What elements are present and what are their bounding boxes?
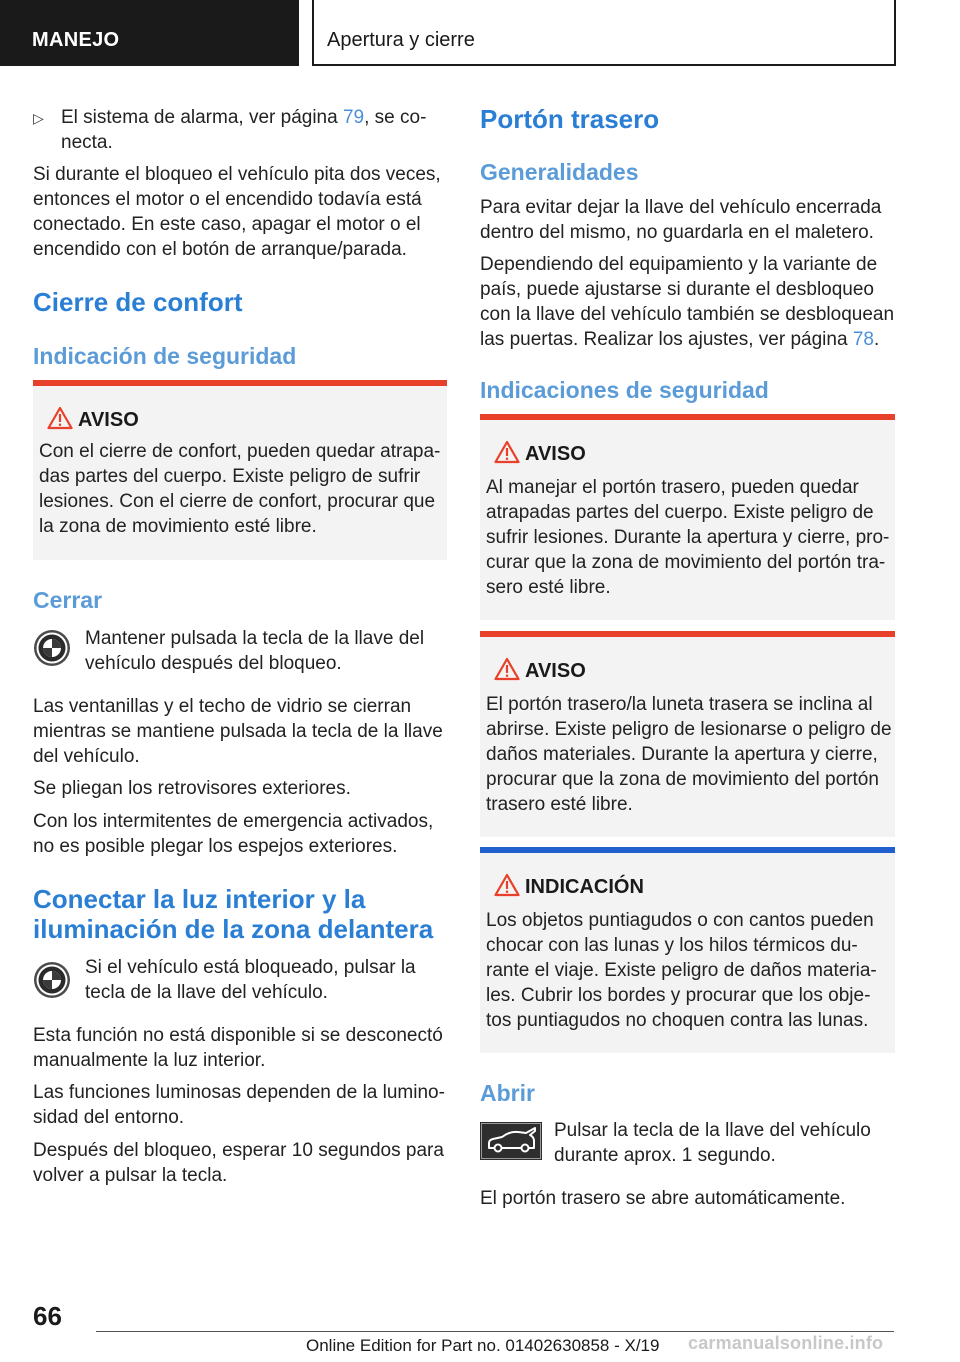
page-link-79[interactable]: 79 bbox=[342, 107, 365, 128]
paragraph: Dependiendo del equipamiento y la variante de país, puede ajustarse si durante el desbloqueo con la llave del vehículo también se desbloquean las puertas. Realizar los ajustes, ver página 78. bbox=[480, 254, 895, 350]
warning-bar bbox=[480, 631, 895, 637]
car-trunk-icon bbox=[480, 1122, 542, 1160]
open-instruction: Pulsar la tecla de la llave del vehículo durante aprox. 1 segundo. bbox=[554, 1120, 871, 1166]
bmw-key-icon bbox=[33, 961, 71, 999]
page-number: 66 bbox=[33, 1301, 62, 1331]
paragraph: Después del bloqueo, esperar 10 segundos para volver a pulsar la tecla. bbox=[33, 1140, 444, 1186]
warning-box bbox=[33, 380, 447, 560]
page-link-78[interactable]: 78 bbox=[852, 329, 874, 350]
light-instruction: Si el vehículo está bloqueado, pulsar la tecla de la llave del vehículo. bbox=[85, 957, 416, 1003]
footer-divider bbox=[96, 1331, 894, 1332]
chapter-title: Apertura y cierre bbox=[327, 29, 475, 51]
note-box bbox=[480, 847, 895, 1053]
warning-box bbox=[480, 631, 895, 837]
warning-title: AVISO bbox=[525, 660, 586, 682]
paragraph: El portón trasero se abre automáticamente. bbox=[480, 1188, 846, 1209]
footer-edition: Online Edition for Part no. 01402630858 - X/19 bbox=[306, 1336, 660, 1355]
section-tab bbox=[0, 0, 299, 66]
warning-triangle-icon bbox=[494, 873, 520, 897]
warning-bar bbox=[33, 380, 447, 386]
watermark: carmanualsonline.info bbox=[688, 1333, 884, 1353]
paragraph: Las ventanillas y el techo de vidrio se cierran mientras se mantiene pulsada la tecla de la llave del vehículo. bbox=[33, 696, 443, 767]
bullet-item: El sistema de alarma, ver página 79, se co- necta. bbox=[61, 107, 427, 153]
heading-tailgate: Portón trasero bbox=[480, 104, 660, 134]
warning-text: Con el cierre de confort, pueden quedar atrapa-das partes del cuerpo. Existe peligro de sufrir lesiones. Con el cierre de confort, procurar que la zona de movimiento esté libre. bbox=[39, 441, 441, 537]
heading-close: Cerrar bbox=[33, 587, 103, 613]
bmw-key-icon bbox=[33, 629, 71, 667]
paragraph: Si durante el bloqueo el vehículo pita dos veces, entonces el motor o el encendido todavía está conectado. En este caso, apagar el motor o el encendido con el botón de arranque/parada. bbox=[33, 164, 441, 260]
warning-triangle-icon bbox=[47, 406, 73, 430]
heading-interior-light: Conectar la luz interior y la iluminación de la zona delantera bbox=[33, 884, 434, 944]
chapter-tab bbox=[312, 0, 896, 66]
warning-triangle-icon bbox=[494, 440, 520, 464]
warning-title: AVISO bbox=[78, 409, 139, 431]
paragraph: Para evitar dejar la llave del vehículo encerrada dentro del mismo, no guardarla en el maletero. bbox=[480, 197, 882, 243]
warning-text: Al manejar el portón trasero, pueden quedar atrapadas partes del cuerpo. Existe peligro de sufrir lesiones. Durante la apertura y cierre, pro-curar que la zona de movimiento del portón tra-sero esté libre. bbox=[486, 477, 890, 598]
heading-safety-notes: Indicaciones de seguridad bbox=[480, 377, 769, 403]
note-text: Los objetos puntiagudos o con cantos pueden chocar con las lunas y los hilos térmicos du-rante el viaje. Existe peligro de daños materia-les. Cubrir los bordes y procurar que los obje-tos puntiagudos no choquen contra las lunas. bbox=[486, 910, 877, 1031]
close-instruction: Mantener pulsada la tecla de la llave del vehículo después del bloqueo. bbox=[85, 628, 425, 674]
heading-safety-note: Indicación de seguridad bbox=[33, 343, 297, 369]
warning-bar bbox=[480, 414, 895, 420]
paragraph: Esta función no está disponible si se desconectó manualmente la luz interior. bbox=[33, 1025, 443, 1071]
bullet-arrow-icon: ▷ bbox=[33, 110, 44, 126]
note-title: INDICACIÓN bbox=[525, 876, 644, 898]
page-header bbox=[0, 0, 960, 66]
paragraph: Se pliegan los retrovisores exteriores. bbox=[33, 778, 351, 799]
heading-general: Generalidades bbox=[480, 159, 639, 185]
heading-comfort-close: Cierre de confort bbox=[33, 287, 243, 317]
warning-triangle-icon bbox=[494, 657, 520, 681]
paragraph: Con los intermitentes de emergencia activados, no es posible plegar los espejos exteriores. bbox=[33, 811, 434, 857]
warning-text: El portón trasero/la luneta trasera se inclina al abrirse. Existe peligro de lesionarse o peligro de daños materiales. Durante la apertura y cierre, procurar que la zona de movimiento del portón trasero esté libre. bbox=[486, 694, 892, 815]
warning-title: AVISO bbox=[525, 443, 586, 465]
paragraph: Las funciones luminosas dependen de la lumino-sidad del entorno. bbox=[33, 1082, 445, 1128]
section-title: MANEJO bbox=[32, 29, 120, 51]
warning-box bbox=[480, 414, 895, 620]
note-bar bbox=[480, 847, 895, 853]
heading-open: Abrir bbox=[480, 1080, 535, 1106]
